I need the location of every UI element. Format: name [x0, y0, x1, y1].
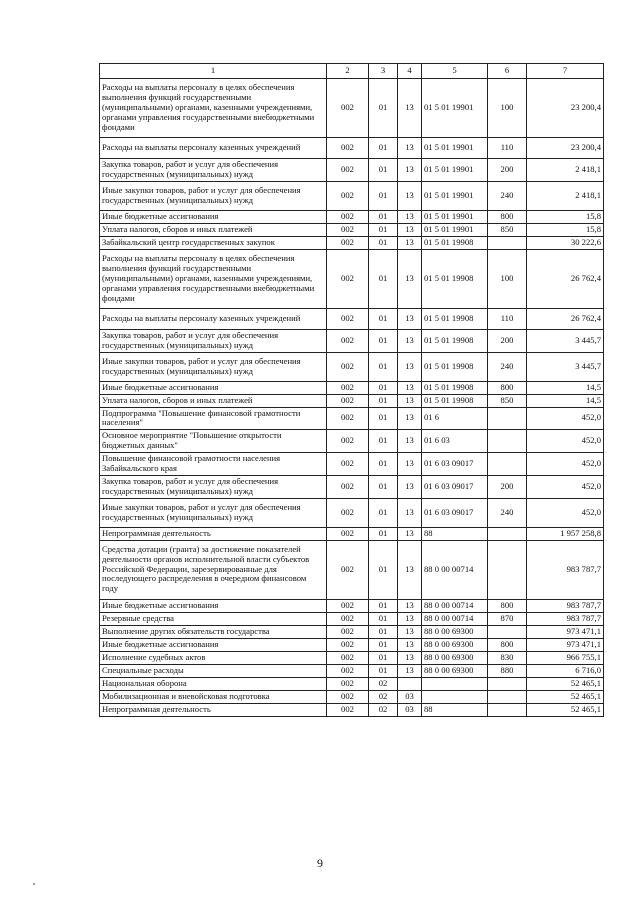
table-cell-amount: 6 716,0: [527, 664, 604, 677]
table-cell-code: 002: [327, 249, 369, 308]
table-cell-subsection: 13: [398, 527, 422, 540]
table-cell-amount: 452,0: [527, 475, 604, 498]
table-cell-name: Средства дотации (гранта) за достижение показателей деятельности органов исполнительной власти субъектов Российской Федерации, зарезервированные для последующего распределения в очередном финансовом году: [100, 540, 327, 599]
table-cell-code: 002: [327, 453, 369, 476]
table-cell-expense-type: 850: [488, 394, 527, 407]
table-cell-name: Непрограммная деятельность: [100, 703, 327, 716]
table-cell-target-item: 01 5 01 19908: [422, 394, 488, 407]
table-cell-code: 002: [327, 210, 369, 223]
table-cell-subsection: 13: [398, 475, 422, 498]
table-cell-code: 002: [327, 599, 369, 612]
table-cell-name: Иные бюджетные ассигнования: [100, 638, 327, 651]
table-cell-target-item: 88: [422, 703, 488, 716]
table-cell-name: Мобилизационная и вневойсковая подготовка: [100, 690, 327, 703]
table-cell-code: 002: [327, 638, 369, 651]
table-cell-name: Закупка товаров, работ и услуг для обеспечения государственных (муниципальных) нужд: [100, 475, 327, 498]
table-cell-subsection: 13: [398, 236, 422, 249]
table-cell-section: 01: [369, 394, 398, 407]
table-cell-expense-type: 110: [488, 138, 527, 159]
table-cell-name: Подпрограмма "Повышение финансовой грамотности населения": [100, 407, 327, 430]
table-cell-subsection: [398, 677, 422, 690]
table-cell-expense-type: 800: [488, 210, 527, 223]
table-cell-name: Исполнение судебных актов: [100, 651, 327, 664]
table-cell-code: 002: [327, 625, 369, 638]
table-row: [100, 498, 604, 527]
table-cell-target-item: 01 5 01 19901: [422, 223, 488, 236]
table-cell-name: Специальные расходы: [100, 664, 327, 677]
table-cell-expense-type: 100: [488, 249, 527, 308]
table-row: [100, 236, 604, 249]
table-cell-code: 002: [327, 138, 369, 159]
table-cell-amount: 23 200,4: [527, 79, 604, 138]
table-cell-expense-type: [488, 540, 527, 599]
table-cell-target-item: 01 5 01 19901: [422, 79, 488, 138]
table-cell-amount: 14,5: [527, 394, 604, 407]
table-cell-name: Иные бюджетные ассигнования: [100, 210, 327, 223]
table-cell-section: 01: [369, 527, 398, 540]
table-cell-section: 01: [369, 138, 398, 159]
table-cell-target-item: 88 0 00 00714: [422, 599, 488, 612]
table-row: [100, 703, 604, 716]
table-cell-section: 01: [369, 159, 398, 182]
table-cell-subsection: 13: [398, 540, 422, 599]
table-cell-code: 002: [327, 352, 369, 381]
table-cell-expense-type: [488, 236, 527, 249]
table-cell-target-item: 88 0 00 00714: [422, 612, 488, 625]
table-cell-section: 02: [369, 677, 398, 690]
table-row: [100, 625, 604, 638]
table-cell-section: 01: [369, 308, 398, 329]
table-cell-target-item: [422, 690, 488, 703]
table-cell-code: 002: [327, 664, 369, 677]
table-cell-expense-type: 880: [488, 664, 527, 677]
table-cell-expense-type: 200: [488, 475, 527, 498]
table-cell-target-item: 88 0 00 00714: [422, 540, 488, 599]
table-cell-amount: 452,0: [527, 453, 604, 476]
table-cell-subsection: 03: [398, 690, 422, 703]
table-cell-code: 002: [327, 527, 369, 540]
table-cell-target-item: 01 5 01 19908: [422, 249, 488, 308]
table-cell-section: 01: [369, 407, 398, 430]
table-cell-name: Уплата налогов, сборов и иных платежей: [100, 394, 327, 407]
table-cell-section: 01: [369, 475, 398, 498]
table-row: [100, 599, 604, 612]
table-cell-section: 01: [369, 625, 398, 638]
table-cell-target-item: 01 5 01 19908: [422, 329, 488, 352]
table-cell-expense-type: 830: [488, 651, 527, 664]
table-cell-code: 002: [327, 475, 369, 498]
header-col-4: 4: [398, 64, 422, 79]
table-row: [100, 527, 604, 540]
header-col-3: 3: [369, 64, 398, 79]
table-row: [100, 612, 604, 625]
page-number: 9: [317, 856, 323, 870]
table-cell-expense-type: 240: [488, 181, 527, 210]
table-cell-amount: 30 222,6: [527, 236, 604, 249]
table-row: [100, 430, 604, 453]
header-col-1: 1: [100, 64, 327, 79]
table-cell-code: 002: [327, 430, 369, 453]
table-cell-name: Иные закупки товаров, работ и услуг для обеспечения государственных (муниципальных) нужд: [100, 352, 327, 381]
table-cell-subsection: 13: [398, 181, 422, 210]
table-cell-subsection: 13: [398, 599, 422, 612]
table-cell-target-item: 88 0 00 69300: [422, 625, 488, 638]
table-cell-subsection: 13: [398, 625, 422, 638]
table-cell-subsection: 13: [398, 430, 422, 453]
header-col-7: 7: [527, 64, 604, 79]
table-row: [100, 308, 604, 329]
table-cell-subsection: 13: [398, 381, 422, 394]
table-cell-amount: 52 465,1: [527, 703, 604, 716]
table-cell-amount: 973 471,1: [527, 625, 604, 638]
table-cell-subsection: 13: [398, 159, 422, 182]
table-cell-section: 01: [369, 381, 398, 394]
table-cell-subsection: 13: [398, 352, 422, 381]
table-cell-expense-type: 850: [488, 223, 527, 236]
table-cell-amount: 52 465,1: [527, 677, 604, 690]
table-cell-target-item: [422, 677, 488, 690]
table-cell-code: 002: [327, 540, 369, 599]
table-cell-code: 002: [327, 223, 369, 236]
table-row: [100, 690, 604, 703]
table-cell-target-item: 01 5 01 19908: [422, 236, 488, 249]
table-row: [100, 394, 604, 407]
table-cell-expense-type: 200: [488, 329, 527, 352]
table-cell-expense-type: [488, 690, 527, 703]
table-row: [100, 475, 604, 498]
table-cell-section: 01: [369, 651, 398, 664]
table-row: [100, 79, 604, 138]
table-cell-name: Национальная оборона: [100, 677, 327, 690]
table-row: [100, 677, 604, 690]
header-col-6: 6: [488, 64, 527, 79]
table-cell-subsection: 13: [398, 612, 422, 625]
table-row: [100, 352, 604, 381]
table-cell-name: Расходы на выплаты персоналу в целях обеспечения выполнения функций государственными (муниципальными) органами, казенными учреждениями, органами управления государственными внебюджетными фондами: [100, 79, 327, 138]
table-cell-section: 01: [369, 249, 398, 308]
table-cell-target-item: 01 5 01 19908: [422, 308, 488, 329]
table-cell-expense-type: 800: [488, 381, 527, 394]
table-cell-target-item: 88 0 00 69300: [422, 651, 488, 664]
table-cell-amount: 3 445,7: [527, 352, 604, 381]
table-cell-amount: 973 471,1: [527, 638, 604, 651]
table-cell-target-item: 01 6 03 09017: [422, 453, 488, 476]
table-row: [100, 181, 604, 210]
table-cell-name: Иные закупки товаров, работ и услуг для обеспечения государственных (муниципальных) нужд: [100, 181, 327, 210]
table-cell-name: Иные закупки товаров, работ и услуг для обеспечения государственных (муниципальных) нужд: [100, 498, 327, 527]
table-cell-target-item: 01 5 01 19901: [422, 138, 488, 159]
table-row: [100, 651, 604, 664]
table-cell-code: 002: [327, 498, 369, 527]
table-cell-code: 002: [327, 394, 369, 407]
table-cell-section: 01: [369, 540, 398, 599]
table-cell-code: 002: [327, 703, 369, 716]
table-row: [100, 540, 604, 599]
table-cell-subsection: 13: [398, 638, 422, 651]
table-cell-subsection: 13: [398, 498, 422, 527]
table-cell-subsection: 13: [398, 453, 422, 476]
table-cell-subsection: 13: [398, 79, 422, 138]
table-cell-expense-type: [488, 527, 527, 540]
table-cell-amount: 2 418,1: [527, 181, 604, 210]
table-cell-expense-type: [488, 430, 527, 453]
table-cell-expense-type: 870: [488, 612, 527, 625]
table-cell-expense-type: 800: [488, 599, 527, 612]
header-col-2: 2: [327, 64, 369, 79]
table-header-row: [100, 64, 604, 79]
table-cell-target-item: 01 6 03 09017: [422, 498, 488, 527]
table-cell-target-item: 88: [422, 527, 488, 540]
table-cell-expense-type: 100: [488, 79, 527, 138]
table-cell-expense-type: [488, 407, 527, 430]
table-row: [100, 223, 604, 236]
table-cell-amount: 14,5: [527, 381, 604, 394]
table-cell-code: 002: [327, 329, 369, 352]
table-cell-section: 01: [369, 430, 398, 453]
table-cell-target-item: 88 0 00 69300: [422, 664, 488, 677]
table-cell-name: Забайкальский центр государственных закупок: [100, 236, 327, 249]
table-cell-code: 002: [327, 690, 369, 703]
table-cell-section: 02: [369, 703, 398, 716]
table-cell-name: Закупка товаров, работ и услуг для обеспечения государственных (муниципальных) нужд: [100, 159, 327, 182]
table-cell-subsection: 13: [398, 138, 422, 159]
table-cell-name: Закупка товаров, работ и услуг для обеспечения государственных (муниципальных) нужд: [100, 329, 327, 352]
table-row: [100, 381, 604, 394]
table-cell-expense-type: [488, 453, 527, 476]
table-cell-target-item: 01 5 01 19908: [422, 352, 488, 381]
table-cell-target-item: 01 5 01 19901: [422, 159, 488, 182]
table-cell-section: 01: [369, 612, 398, 625]
table-cell-amount: 983 787,7: [527, 540, 604, 599]
table-cell-name: Повышение финансовой грамотности населения Забайкальского края: [100, 453, 327, 476]
table-cell-target-item: 01 6 03 09017: [422, 475, 488, 498]
table-cell-code: 002: [327, 79, 369, 138]
table-row: [100, 159, 604, 182]
table-cell-name: Расходы на выплаты персоналу казенных учреждений: [100, 138, 327, 159]
table-cell-name: Резервные средства: [100, 612, 327, 625]
table-cell-section: 01: [369, 453, 398, 476]
table-row: [100, 664, 604, 677]
table-cell-section: 01: [369, 664, 398, 677]
table-cell-target-item: 88 0 00 69300: [422, 638, 488, 651]
table-cell-section: 01: [369, 181, 398, 210]
table-cell-name: Иные бюджетные ассигнования: [100, 381, 327, 394]
table-cell-code: 002: [327, 381, 369, 394]
table-cell-name: Иные бюджетные ассигнования: [100, 599, 327, 612]
table-cell-expense-type: 240: [488, 352, 527, 381]
table-cell-subsection: 13: [398, 651, 422, 664]
table-cell-code: 002: [327, 677, 369, 690]
table-cell-code: 002: [327, 181, 369, 210]
table-cell-section: 01: [369, 329, 398, 352]
table-cell-code: 002: [327, 159, 369, 182]
table-cell-expense-type: [488, 677, 527, 690]
table-row: [100, 453, 604, 476]
table-cell-subsection: 03: [398, 703, 422, 716]
table-cell-target-item: 01 6: [422, 407, 488, 430]
table-cell-subsection: 13: [398, 664, 422, 677]
table-cell-expense-type: 110: [488, 308, 527, 329]
table-cell-amount: 452,0: [527, 430, 604, 453]
table-row: [100, 210, 604, 223]
table-cell-amount: 3 445,7: [527, 329, 604, 352]
table-cell-name: Основное мероприятие "Повышение открытости бюджетных данных": [100, 430, 327, 453]
table-row: [100, 249, 604, 308]
table-cell-subsection: 13: [398, 249, 422, 308]
table-cell-amount: 452,0: [527, 407, 604, 430]
table-body: [100, 79, 604, 717]
table-cell-target-item: 01 5 01 19901: [422, 210, 488, 223]
table-cell-expense-type: 800: [488, 638, 527, 651]
table-cell-expense-type: [488, 703, 527, 716]
table-cell-section: 01: [369, 79, 398, 138]
table-cell-section: 01: [369, 210, 398, 223]
table-cell-target-item: 01 5 01 19901: [422, 181, 488, 210]
table-cell-code: 002: [327, 407, 369, 430]
table-cell-name: Расходы на выплаты персоналу в целях обеспечения выполнения функций государственными (муниципальными) органами, казенными учреждениями, органами управления государственными внебюджетными фондами: [100, 249, 327, 308]
table-cell-amount: 452,0: [527, 498, 604, 527]
table-cell-section: 01: [369, 223, 398, 236]
table-cell-amount: 52 465,1: [527, 690, 604, 703]
table-cell-expense-type: [488, 625, 527, 638]
table-cell-section: 01: [369, 599, 398, 612]
table-cell-code: 002: [327, 236, 369, 249]
table-cell-section: 01: [369, 638, 398, 651]
table-cell-target-item: 01 5 01 19908: [422, 381, 488, 394]
table-row: [100, 407, 604, 430]
table-cell-amount: 15,8: [527, 210, 604, 223]
table-cell-expense-type: 200: [488, 159, 527, 182]
table-cell-amount: 15,8: [527, 223, 604, 236]
table-cell-amount: 26 762,4: [527, 249, 604, 308]
table-cell-subsection: 13: [398, 394, 422, 407]
table-cell-name: Уплата налогов, сборов и иных платежей: [100, 223, 327, 236]
scan-speck: [33, 883, 35, 885]
table-cell-amount: 1 957 258,8: [527, 527, 604, 540]
table-cell-amount: 983 787,7: [527, 599, 604, 612]
budget-table: [99, 63, 604, 717]
table-cell-code: 002: [327, 612, 369, 625]
table-cell-code: 002: [327, 651, 369, 664]
table-cell-subsection: 13: [398, 210, 422, 223]
table-cell-section: 01: [369, 352, 398, 381]
table-cell-name: Непрограммная деятельность: [100, 527, 327, 540]
table-cell-amount: 23 200,4: [527, 138, 604, 159]
table-row: [100, 138, 604, 159]
table-cell-subsection: 13: [398, 329, 422, 352]
table-cell-section: 01: [369, 498, 398, 527]
table-cell-subsection: 13: [398, 223, 422, 236]
table-cell-amount: 2 418,1: [527, 159, 604, 182]
header-col-5: 5: [422, 64, 488, 79]
table-cell-target-item: 01 6 03: [422, 430, 488, 453]
table-row: [100, 638, 604, 651]
table-cell-amount: 966 755,1: [527, 651, 604, 664]
table-cell-section: 02: [369, 690, 398, 703]
table-cell-name: Расходы на выплаты персоналу казенных учреждений: [100, 308, 327, 329]
table-cell-section: 01: [369, 236, 398, 249]
table-cell-amount: 983 787,7: [527, 612, 604, 625]
table-cell-name: Выполнение других обязательств государства: [100, 625, 327, 638]
table-cell-expense-type: 240: [488, 498, 527, 527]
table-cell-amount: 26 762,4: [527, 308, 604, 329]
table-cell-subsection: 13: [398, 407, 422, 430]
table-cell-code: 002: [327, 308, 369, 329]
table-row: [100, 329, 604, 352]
table-cell-subsection: 13: [398, 308, 422, 329]
